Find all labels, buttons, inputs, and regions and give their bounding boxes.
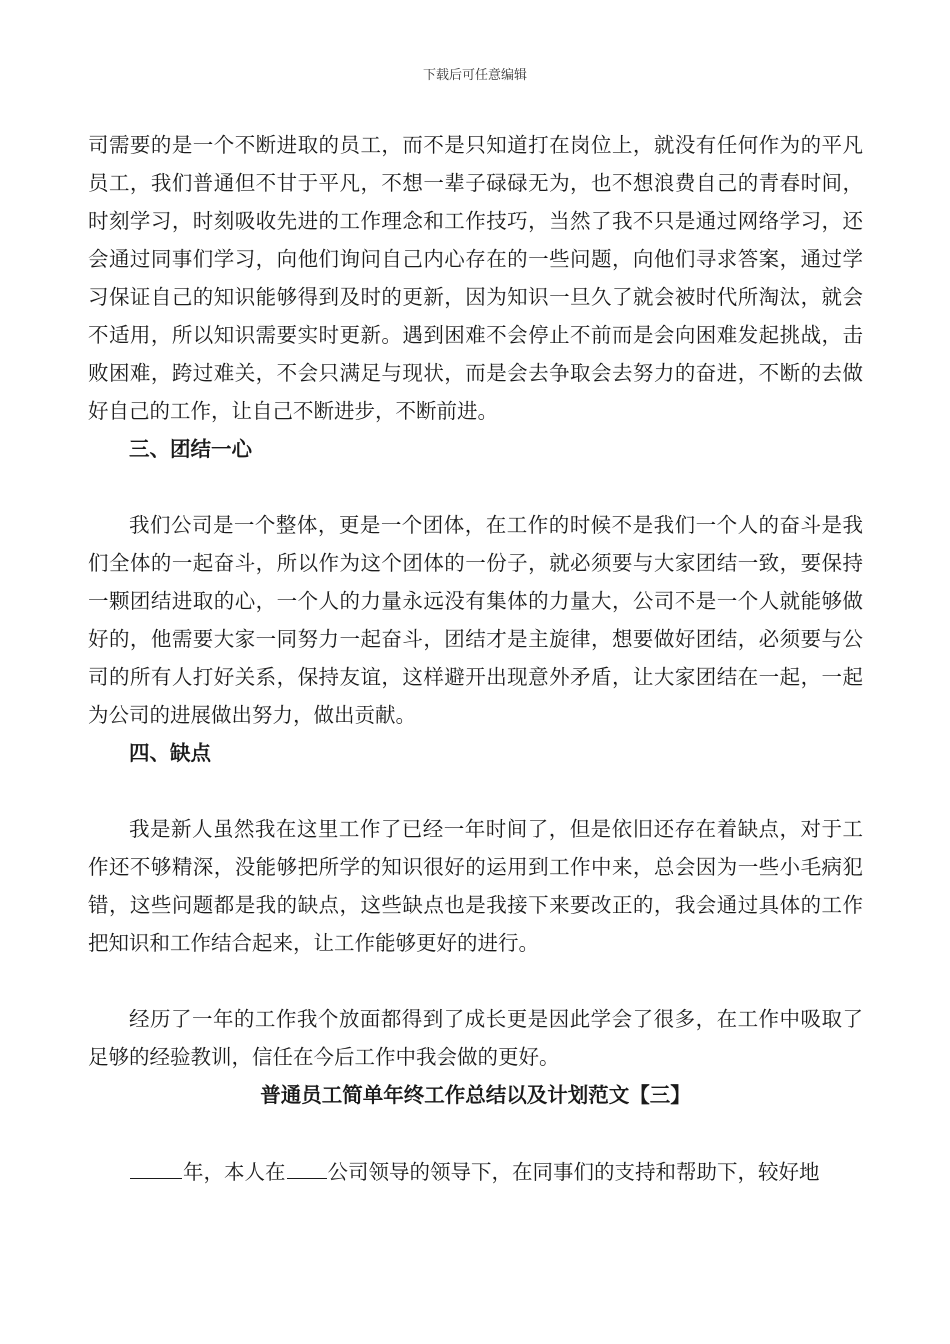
blank-year (130, 1152, 182, 1179)
section-heading-shortcomings: 四、缺点 (129, 741, 211, 765)
page-header: 下载后可任意编辑 (422, 68, 527, 83)
intro-text-part1: 年，本人在 (183, 1160, 286, 1184)
document-title: 普通员工简单年终工作总结以及计划范文【三】 (260, 1083, 691, 1107)
paragraph-learning-continued: 司需要的是一个不断进取的员工，而不是只知道打在岗位上，就没有任何作为的平凡员工，我们普通但不甘于平凡，不想一辈子碌碌无为，也不想浪费自己的青春时间，时刻学习，时刻吸收先进的工作理念和工作技巧，当然了我不只是通过网络学习，还会通过同事们学习，向他们询问自己内心存在的一些问题，向他们寻求答案，通过学习保证自己的知识能够得到及时的更新，因为知识一旦久了就会被时代所淘汰，就会不适用，所以知识需要实时更新。遇到困难不会停止不前而是会向困难发起挑战，击败困难，跨过难关，不会只满足与现状，而是会去争取会去努力的奋进，不断的去做好自己的工作，让自己不断进步，不断前进。 (88, 133, 863, 423)
paragraph-shortcomings: 我是新人虽然我在这里工作了已经一年时间了，但是依旧还存在着缺点，对于工作还不够精深，没能够把所学的知识很好的运用到工作中来，总会因为一些小毛病犯错，这些问题都是我的缺点，这些缺点也是我接下来要改正的，我会通过具体的工作把知识和工作结合起来，让工作能够更好的进行。 (88, 817, 863, 955)
paragraph-unity: 我们公司是一个整体，更是一个团体，在工作的时候不是我们一个人的奋斗是我们全体的一起奋斗，所以作为这个团体的一份子，就必须要与大家团结一致，要保持一颗团结进取的心，一个人的力量永远没有集体的力量大，公司不是一个人就能够做好的，他需要大家一同努力一起奋斗，团结才是主旋律，想要做好团结，必须要与公司的所有人打好关系，保持友谊，这样避开出现意外矛盾，让大家团结在一起，一起为公司的进展做出努力，做出贡献。 (88, 513, 863, 727)
intro-text-part2: 公司领导的领导下，在同事们的支持和帮助下，较好地 (327, 1160, 820, 1184)
document-body (88, 126, 863, 1191)
blank-company (287, 1152, 327, 1179)
paragraph-conclusion: 经历了一年的工作我个放面都得到了成长更是因此学会了很多，在工作中吸取了足够的经验教训，信任在今后工作中我会做的更好。 (88, 1007, 863, 1069)
paragraph-intro-three (88, 1152, 863, 1191)
section-heading-unity: 三、团结一心 (129, 437, 252, 461)
